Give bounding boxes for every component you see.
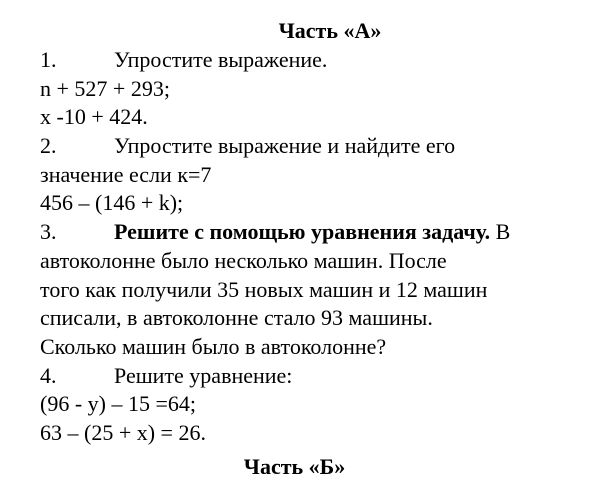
part-b-title: Часть «Б» [243,454,346,479]
task-4-header [40,362,580,391]
task-2-line-2: 456 – (146 + k); [40,190,184,216]
task-3-line-2: того как получили 35 новых машин и 12 машин [40,276,488,302]
task-2-title: Упростите выражение и найдите его [114,133,456,159]
task-1-title: Упростите выражение. [114,47,328,72]
task-3-number: 3. [40,219,57,245]
task-3-line-1: автоколонне было несколько машин. После [40,247,447,273]
task-3-line-3: списали, в автоколонне стало 93 машины. [40,305,433,331]
task-1-number: 1. [40,47,57,72]
task-2-line-1: значение если к=7 [40,161,212,187]
task-2-header [40,132,580,161]
task-1-line-2: x -10 + 424. [40,104,148,130]
task-1-header [40,46,580,75]
task-2-number: 2. [40,133,57,159]
part-a-title: Часть «А» [278,18,382,43]
task-4-line-1: (96 - y) – 15 =64; [40,391,196,417]
task-4-number: 4. [40,362,57,388]
task-3-line-4: Сколько машин было в автоколонне? [40,333,387,359]
worksheet [40,16,580,448]
task-4-title: Решите уравнение: [114,362,293,388]
task-3-header [40,218,580,247]
task-4-line-2: 63 – (25 + x) = 26. [40,419,206,445]
task-1-line-1: n + 527 + 293; [40,75,170,101]
task-3-title-rest: В [490,219,511,245]
task-3-title-bold: Решите с помощью уравнения задачу. [114,219,491,245]
